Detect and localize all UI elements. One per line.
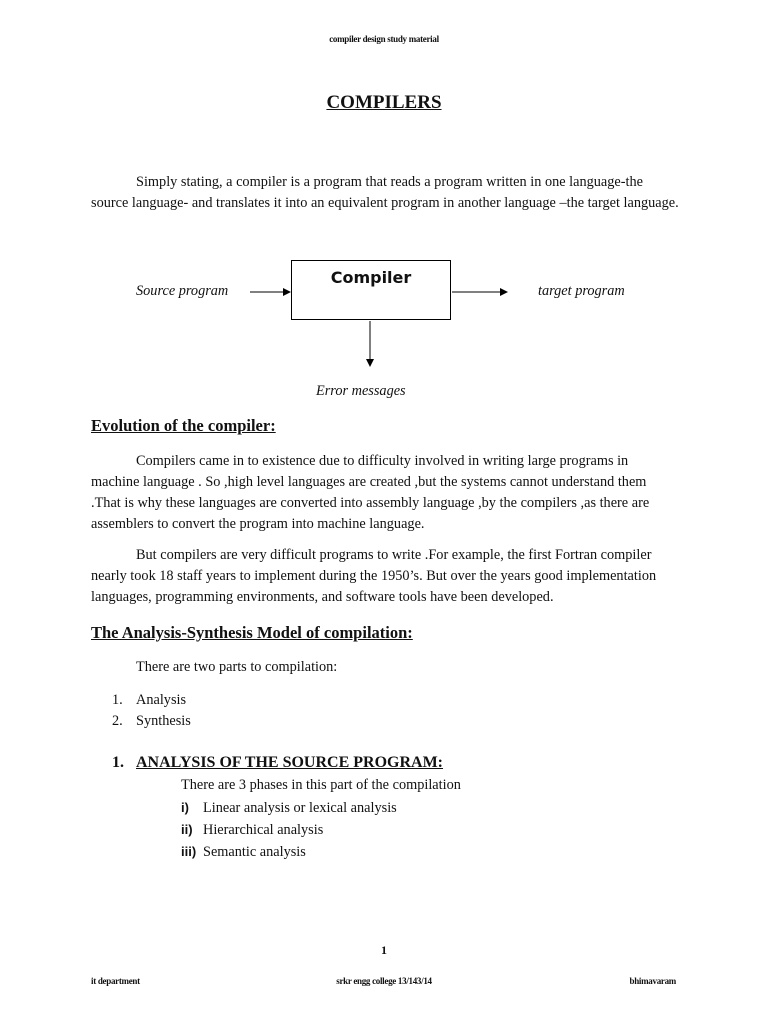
page-header: compiler design study material: [329, 34, 439, 44]
evolution-paragraph-2: But compilers are very difficult programs to write .For example, the first Fortran compiler nearly took 18 staff years to implement during the 1950’s. But over the years good implementation languages, programming environments, and software tools have been developed.: [91, 547, 657, 605]
analysis-phases-list: [181, 797, 397, 863]
diagram-arrows: [0, 0, 768, 420]
diagram-target-label: target program: [538, 283, 625, 299]
list-item: 2. Synthesis: [112, 712, 191, 729]
model-heading: The Analysis-Synthesis Model of compilation:: [91, 623, 413, 642]
model-intro: There are two parts to compilation:: [136, 659, 338, 675]
list-item: i) Linear analysis or lexical analysis: [181, 800, 397, 816]
footer-right: bhimavaram: [629, 976, 676, 986]
diagram-error-label: Error messages: [316, 383, 406, 399]
analysis-heading: 1. ANALYSIS OF THE SOURCE PROGRAM:: [112, 754, 444, 771]
compiler-box-label: Compiler: [330, 268, 412, 287]
diagram-source-label: Source program: [136, 283, 229, 299]
list-item: ii) Hierarchical analysis: [181, 822, 324, 838]
analysis-intro: There are 3 phases in this part of the compilation: [181, 777, 461, 793]
list-item: 1. Analysis: [112, 692, 187, 708]
model-parts-list: [112, 690, 191, 731]
footer-left: it department: [91, 976, 140, 986]
page-number: 1: [381, 943, 387, 957]
evolution-heading: Evolution of the compiler:: [91, 416, 276, 435]
intro-paragraph: Simply stating, a compiler is a program that reads a program written in one language-the source language- and translates it into an equivalent program in another language –the target language.: [91, 174, 679, 211]
page-title: COMPILERS: [326, 92, 442, 113]
footer-center: srkr engg college 13/143/14: [336, 976, 432, 986]
evolution-paragraph-1: Compilers came in to existence due to difficulty involved in writing large programs in machine language . So ,high level languages are created ,but the systems cannot understand them .That is why these languages are converted into assembly language ,by the compilers ,as there are assemblers to convert the program into machine language.: [91, 453, 650, 532]
list-item: iii) Semantic analysis: [181, 844, 306, 860]
